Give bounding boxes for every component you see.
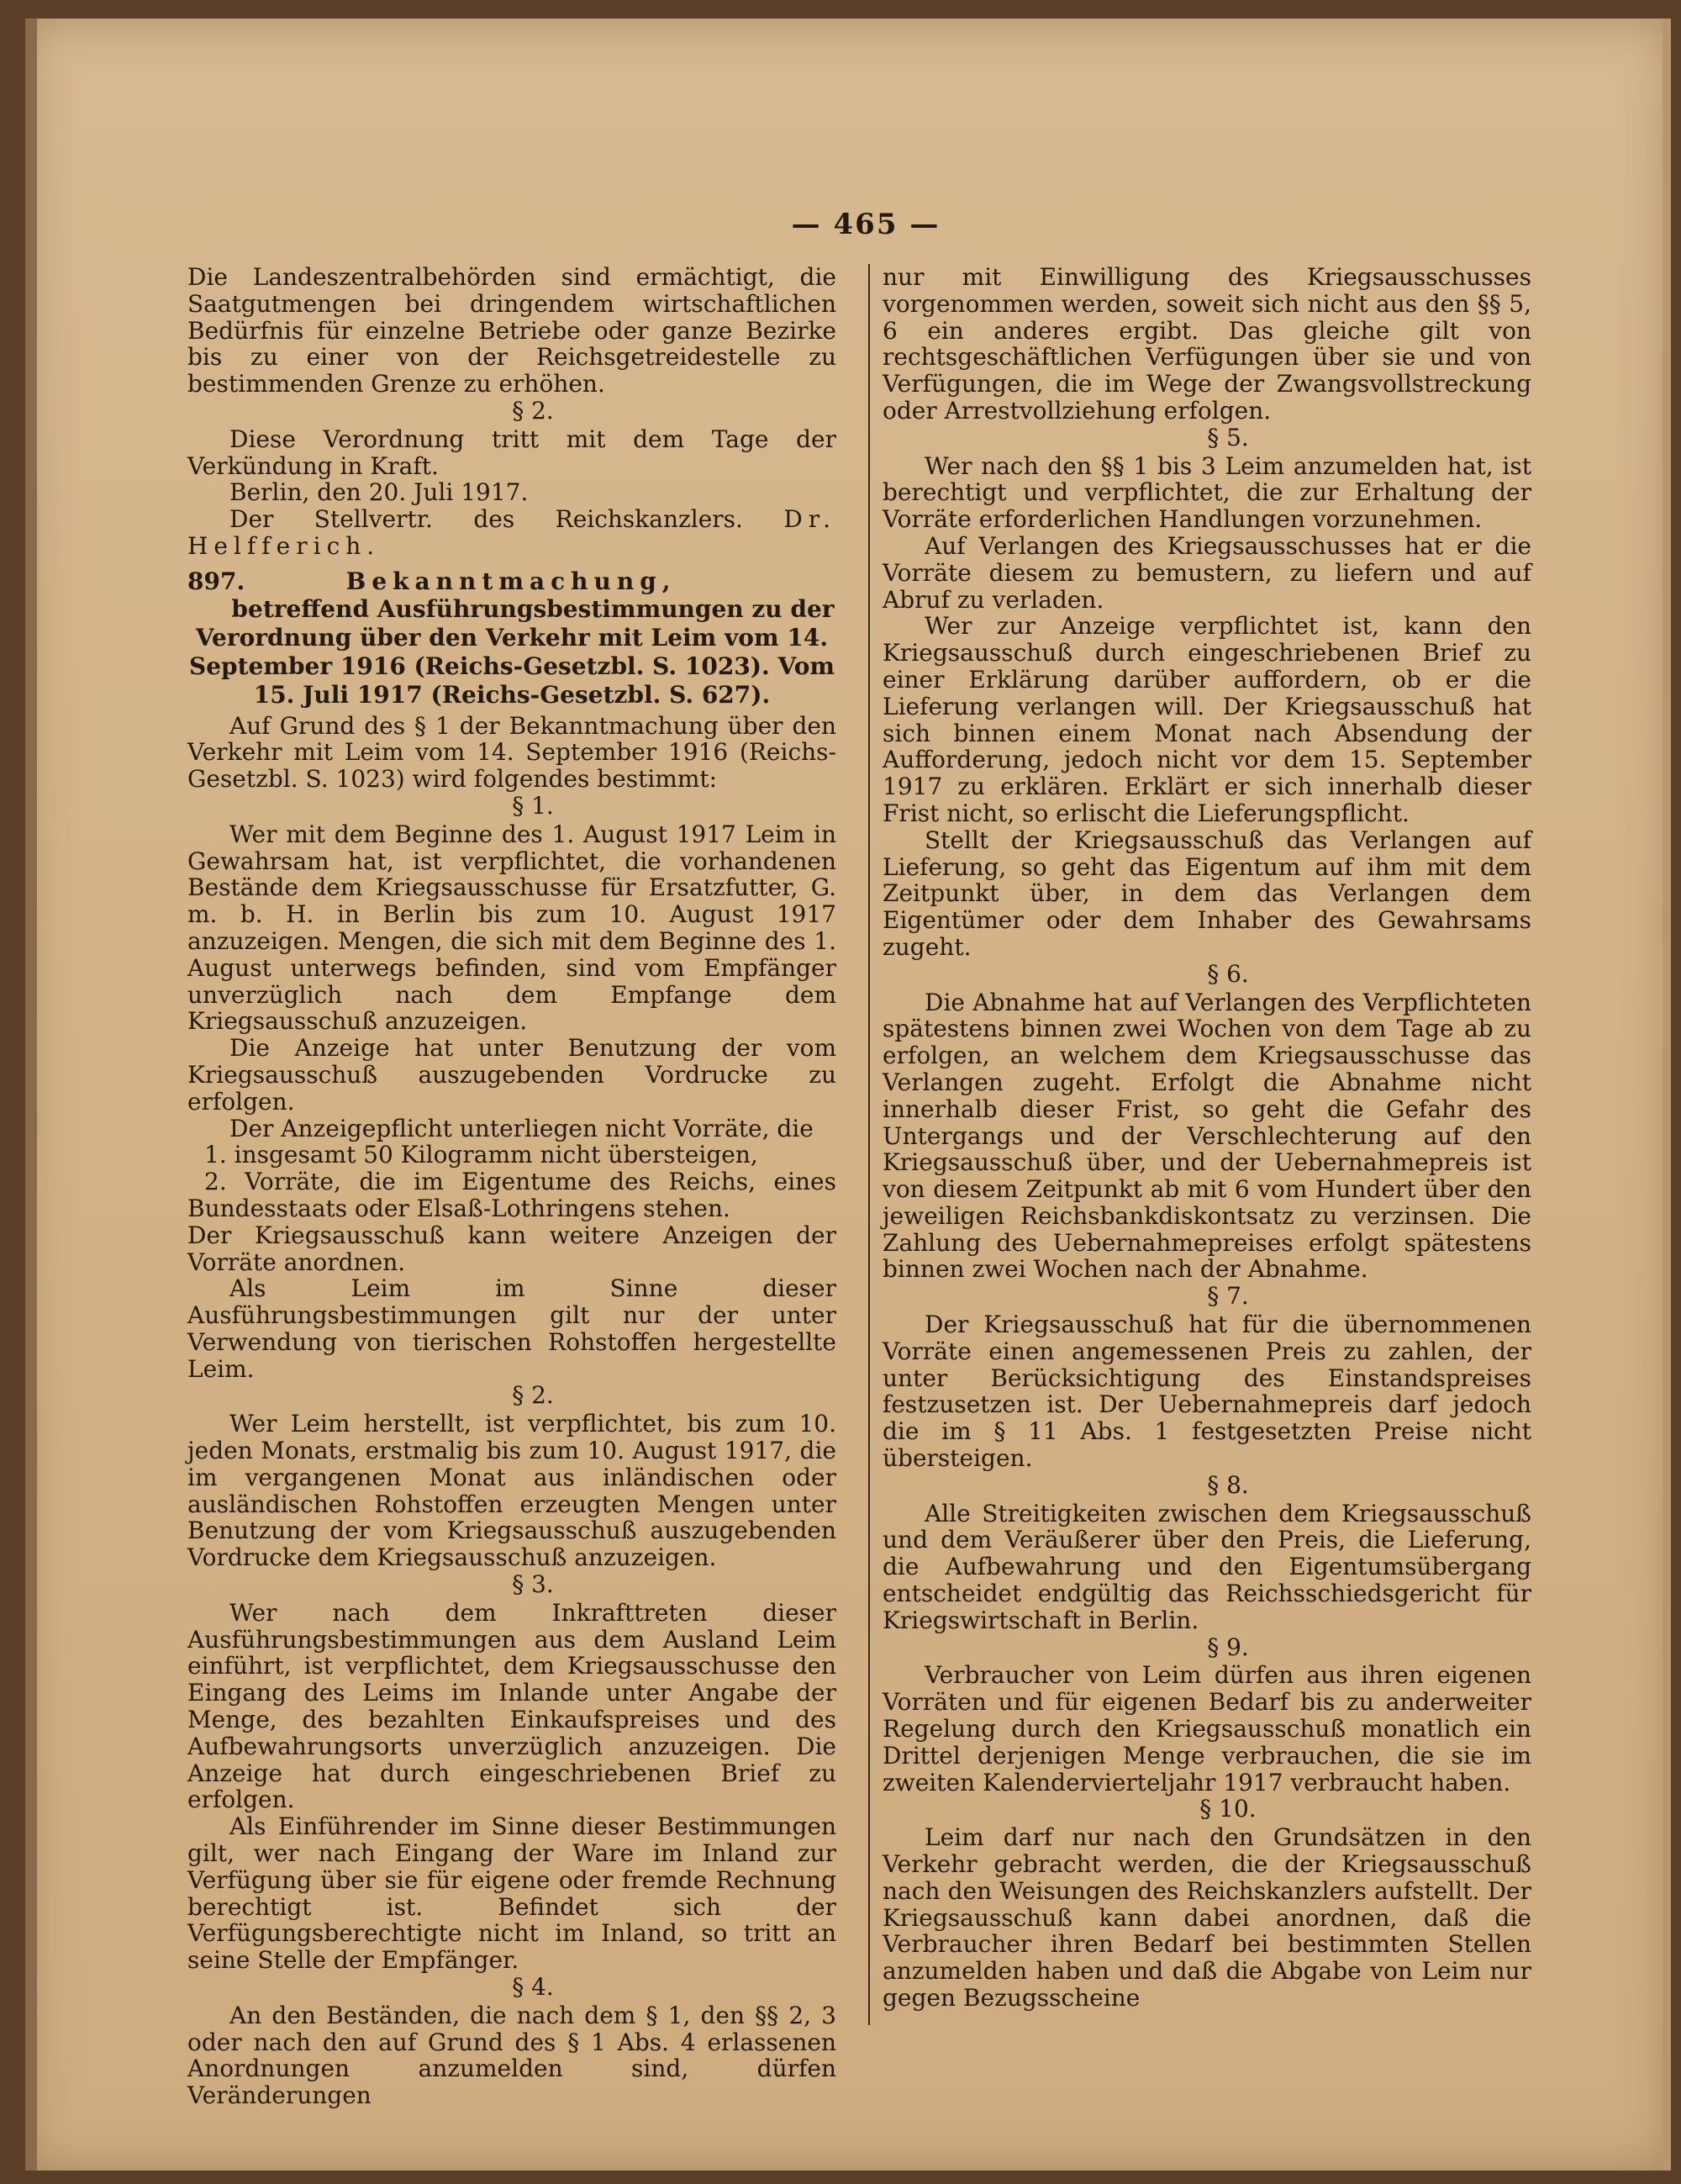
section-heading: § 5. xyxy=(1207,423,1249,451)
section-heading: § 8. xyxy=(1207,1470,1249,1499)
signature-prefix: Der Stellvertr. des Reichskanzlers. xyxy=(229,505,743,534)
paragraph: Stellt der Kriegsausschuß das Verlangen auf Lieferung, so geht das Eigentum auf ihm mit dem Zeitpunkt über, in dem das Verlangen dem Eigentümer oder dem Inhaber des Gewahrsams zugeht. xyxy=(883,826,1531,961)
paragraph: Wer zur Anzeige verpflichtet ist, kann den Kriegsausschuß durch eingeschriebenen Brief zu einer Erklärung darüber auffordern, ob er die Lieferung verlangen will. Der Kriegsausschuß hat sich binnen einem Monat nach Absendung der Aufforderung, jedoch nicht vor dem 15. September 1917 zu erklären. Erklärt er sich innerhalb dieser Frist nicht, so erlischt die Lieferungspflicht. xyxy=(883,612,1531,827)
book-spine xyxy=(25,18,37,2171)
signature-name: Dr. Helfferich. xyxy=(187,505,836,560)
paragraph: Diese Verordnung tritt mit dem Tage der Verkündung in Kraft. xyxy=(187,425,836,480)
right-column xyxy=(883,264,1531,2012)
section-heading: § 2. xyxy=(512,1381,554,1410)
paragraph: nur mit Einwilligung des Kriegsausschusses vorgenommen werden, soweit sich nicht aus den §§ 5, 6 ein anderes ergibt. Das gleiche gilt von rechtsgeschäftlichen Verfügungen über sie und von Verfügungen, die im Wege der Zwangsvollstreckung oder Arrestvollziehung erfolgen. xyxy=(883,263,1531,425)
paragraph: Wer nach dem Inkrafttreten dieser Ausführungsbestimmungen aus dem Ausland Leim einführt, ist verpflichtet, dem Kriegsausschusse den Eingang des Leims im Inlande unter Angabe der Menge, des bezahlten Einkaufspreises und des Aufbewahrungsorts unverzüglich anzuzeigen. Die Anzeige hat durch eingeschriebenen Brief zu erfolgen. xyxy=(187,1598,836,1814)
paragraph: Wer mit dem Beginne des 1. August 1917 Leim in Gewahrsam hat, ist verpflichtet, die vorhandenen Bestände dem Kriegsausschusse für Ersatzfutter, G. m. b. H. in Berlin bis zum 10. August 1917 anzuzeigen. Mengen, die sich mit dem Beginne des 1. August unterwegs befinden, sind vom Empfänger unverzüglich nach dem Empfange dem Kriegsausschuß anzuzeigen. xyxy=(187,820,836,1036)
section-heading: § 9. xyxy=(1207,1633,1249,1661)
exemption-list xyxy=(187,1142,836,1221)
paragraph: Alle Streitigkeiten zwischen dem Kriegsausschuß und dem Veräußerer über den Preis, die Lieferung, die Aufbewahrung und den Eigentumsübergang entscheidet endgültig das Reichsschiedsgericht für Kriegswirtschaft in Berlin. xyxy=(883,1499,1531,1634)
paragraph: Der Anzeigepflicht unterliegen nicht Vorräte, die xyxy=(229,1114,814,1142)
paragraph: Als Leim im Sinne dieser Ausführungsbestimmungen gilt nur der unter Verwendung von tierischen Rohstoffen hergestellte Leim. xyxy=(187,1274,836,1383)
section-heading: § 2. xyxy=(512,396,554,425)
paragraph: Der Kriegsausschuß kann weitere Anzeigen der Vorräte anordnen. xyxy=(187,1221,836,1276)
section-heading: § 10. xyxy=(1199,1795,1257,1823)
page-number: — 465 — xyxy=(791,208,941,241)
list-item: 1. insgesamt 50 Kilogramm nicht übersteigen, xyxy=(204,1141,758,1169)
section-heading: § 4. xyxy=(512,1973,554,2002)
section-heading: § 3. xyxy=(512,1570,554,1599)
section-heading: § 6. xyxy=(1207,959,1249,988)
place-date: Berlin, den 20. Juli 1917. xyxy=(229,478,529,507)
section-heading: § 7. xyxy=(1207,1282,1249,1311)
page-edge xyxy=(1663,18,1671,2171)
paragraph: Leim darf nur nach den Grundsätzen in den Verkehr gebracht werden, die der Kriegsausschuß nach den Weisungen des Reichskanzlers aufstellt. Der Kriegsausschuß kann dabei anordnen, daß die Verbraucher ihren Bedarf bei bestimmten Stellen anzumelden haben und daß die Abgabe von Leim nur gegen Bezugsscheine xyxy=(883,1823,1531,2012)
signature-line xyxy=(187,506,836,560)
paragraph: Die Abnahme hat auf Verlangen des Verpflichteten spätestens binnen zwei Wochen von dem Tage ab zu erfolgen, an welchem dem Kriegsausschusse das Verlangen zugeht. Erfolgt die Abnahme nicht innerhalb dieser Frist, so geht die Gefahr des Untergangs und der Verschlechterung auf den Kriegsausschuß über, und der Uebernahmepreis ist von diesem Zeitpunkt ab mit 6 vom Hundert über den jeweiligen Reichsbankdiskontsatz zu verzinsen. Die Zahlung des Uebernahmepreises erfolgt spätestens binnen zwei Wochen nach der Abnahme. xyxy=(883,988,1531,1284)
paragraph: Wer Leim herstellt, ist verpflichtet, bis zum 10. jeden Monats, erstmalig bis zum 10. August 1917, die im vergangenen Monat aus inländischen oder ausländischen Rohstoffen erzeugten Mengen unter Benutzung der vom Kriegsausschuß auszugebenden Vordrucke dem Kriegsausschuß anzuzeigen. xyxy=(187,1410,836,1572)
preamble: Auf Grund des § 1 der Bekanntmachung über den Verkehr mit Leim vom 14. September 1916 (Reichs-Gesetzbl. S. 1023) wird folgendes bestimmt: xyxy=(187,711,836,794)
paragraph: Der Kriegsausschuß hat für die übernommenen Vorräte einen angemessenen Preis zu zahlen, der unter Berücksichtigung des Einstandspreises festzusetzen ist. Der Uebernahmepreis darf jedoch die im § 11 Abs. 1 festgesetzten Preise nicht übersteigen. xyxy=(883,1311,1531,1473)
paragraph: Wer nach den §§ 1 bis 3 Leim anzumelden hat, ist berechtigt und verpflichtet, die zur Erhaltung der Vorräte erforderlichen Handlungen vorzunehmen. xyxy=(883,451,1531,534)
intro-paragraph: Die Landeszentralbehörden sind ermächtigt, die Saatgutmengen bei dringendem wirtschaftlichen Bedürfnis für einzelne Betriebe oder ganze Bezirke bis zu einer von der Reichsgetreidestelle zu bestimmenden Grenze zu erhöhen. xyxy=(187,263,836,398)
paragraph: An den Beständen, die nach dem § 1, den §§ 2, 3 oder nach den auf Grund des § 1 Abs. 4 erlassenen Anordnungen anzumelden sind, dürfen Veränderungen xyxy=(187,2001,836,2110)
paragraph: Die Anzeige hat unter Benutzung der vom Kriegsausschuß auszugebenden Vordrucke zu erfolgen. xyxy=(187,1034,836,1116)
section-heading: § 1. xyxy=(512,791,554,820)
paragraph: Als Einführender im Sinne dieser Bestimmungen gilt, wer nach Eingang der Ware im Inland zur Verfügung über sie für eigene oder fremde Rechnung berechtigt ist. Befindet sich der Verfügungsberechtigte nicht im Inland, so tritt an seine Stelle der Empfänger. xyxy=(187,1812,836,1975)
notice-title: Bekanntmachung, xyxy=(345,567,677,595)
notice-number: 897. xyxy=(187,567,245,595)
paragraph: Auf Verlangen des Kriegsausschusses hat er die Vorräte diesem zu bemustern, zu liefern und auf Abruf zu verladen. xyxy=(883,531,1531,614)
notice-subtitle: betreffend Ausführungsbestimmungen zu der Verordnung über den Verkehr mit Leim vom 14. September 1916 (Reichs-Gesetzbl. S. 1023). Vom 15. Juli 1917 (Reichs-Gesetzbl. S. 627). xyxy=(188,594,835,709)
left-column xyxy=(187,264,836,2109)
column-divider xyxy=(868,264,870,2025)
paragraph: Verbraucher von Leim dürfen aus ihren eigenen Vorräten und für eigenen Bedarf bis zu anderweiter Regelung durch den Kriegsausschuß monatlich ein Drittel derjenigen Menge verbrauchen, die sie im zweiten Kalendervierteljahr 1917 verbraucht haben. xyxy=(883,1661,1531,1796)
notice-header xyxy=(187,568,836,710)
list-item: 2. Vorräte, die im Eigentume des Reichs, eines Bundesstaats oder Elsaß-Lothringens stehen. xyxy=(187,1168,836,1222)
document-page xyxy=(25,18,1671,2171)
